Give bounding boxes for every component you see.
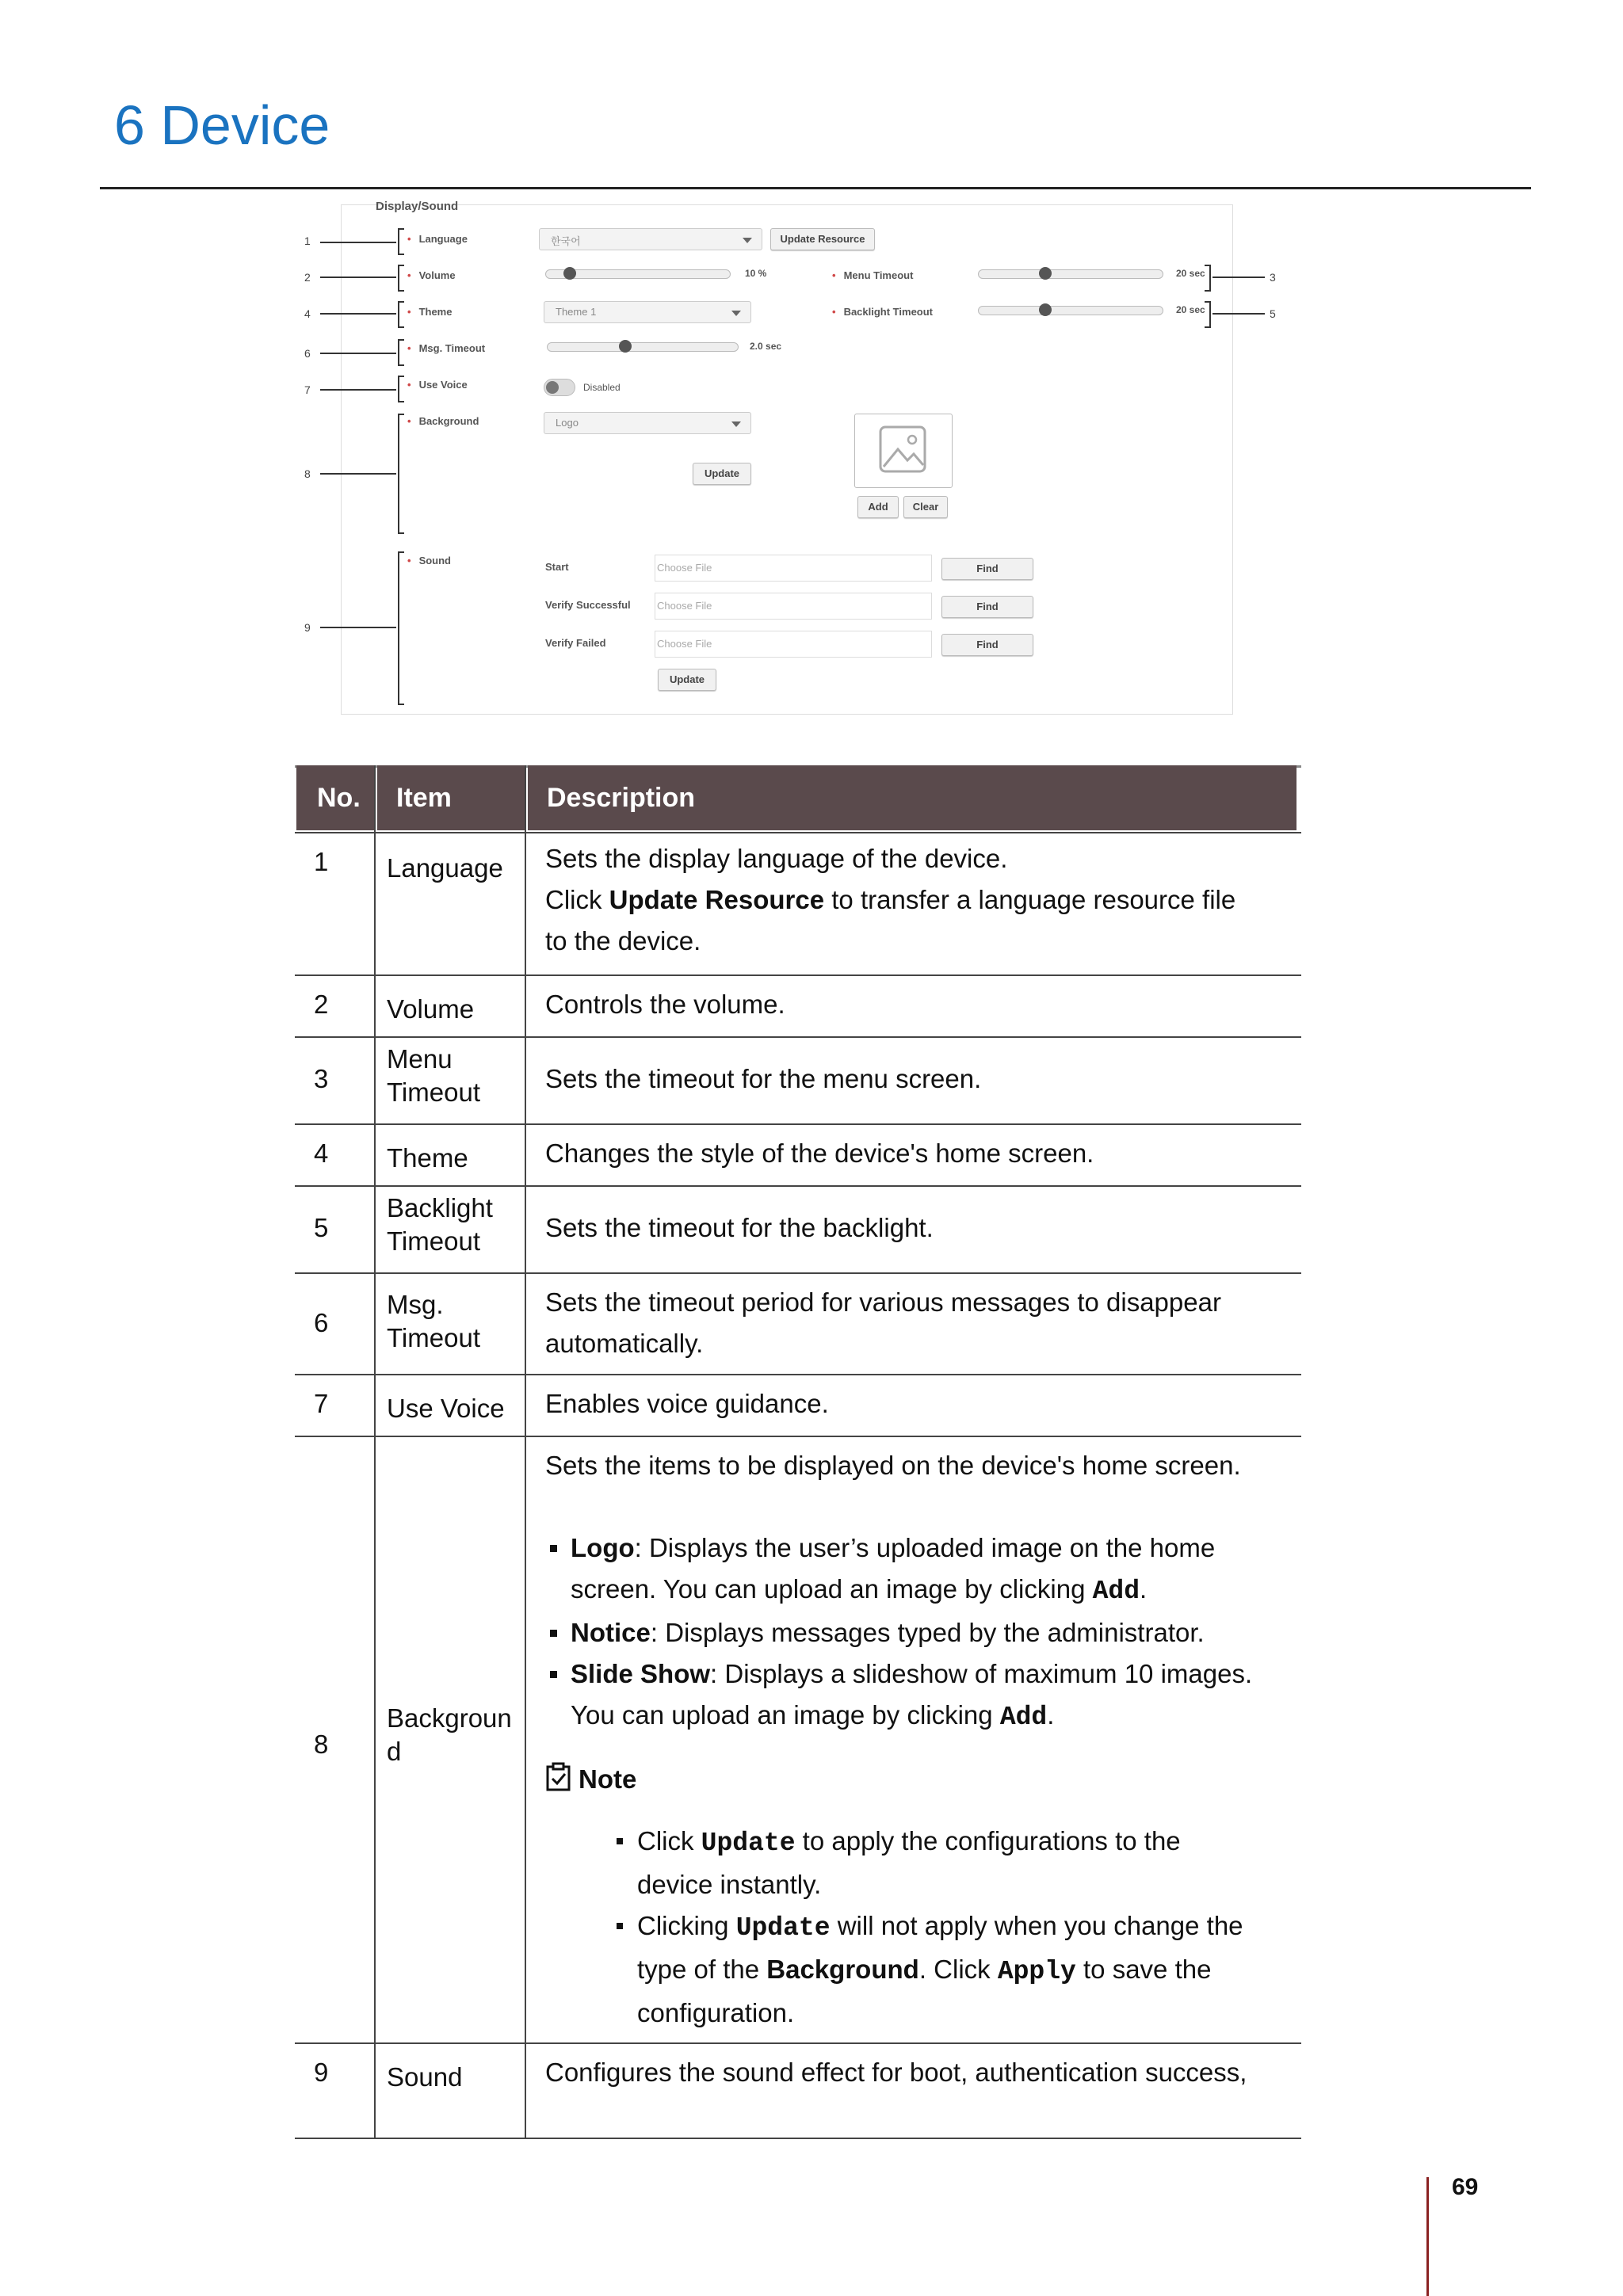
- slider-handle[interactable]: [563, 267, 576, 280]
- description-line: Sets the items to be displayed on the device's home screen.: [545, 1451, 1241, 1480]
- row-6-no: 6: [314, 1308, 329, 1337]
- theme-dropdown[interactable]: [544, 301, 751, 323]
- bracket: [398, 301, 404, 328]
- row-7-description: Enables voice guidance.: [545, 1389, 829, 1418]
- text: : Displays a slideshow of maximum 10 images.: [710, 1659, 1253, 1688]
- row-divider: [295, 1185, 1301, 1187]
- description-line: Sets the display language of the device.: [545, 844, 1008, 873]
- term: Apply: [997, 1957, 1076, 1986]
- row-9-description: Configures the sound effect for boot, authentication success,: [545, 2058, 1247, 2087]
- term: Add: [1092, 1577, 1140, 1606]
- row-5-description: Sets the timeout for the backlight.: [545, 1213, 934, 1242]
- theme-label: • Theme: [407, 306, 452, 318]
- row-3-no: 3: [314, 1064, 329, 1093]
- menu-timeout-label: • Menu Timeout: [832, 269, 913, 281]
- description-line: Sets the timeout period for various messages to disappear: [545, 1287, 1221, 1317]
- row-9-no: 9: [314, 2058, 329, 2087]
- msg-timeout-label: • Msg. Timeout: [407, 342, 485, 354]
- term: Add: [999, 1703, 1048, 1732]
- text: to apply the configurations to the: [795, 1826, 1181, 1855]
- row-2-description: Controls the volume.: [545, 990, 785, 1019]
- chevron-down-icon: [731, 421, 741, 427]
- row-divider: [295, 1036, 1301, 1038]
- text: : Displays the user’s uploaded image on the home: [634, 1533, 1216, 1562]
- bracket: [398, 551, 404, 705]
- theme-value: Theme 1: [556, 306, 597, 318]
- image-placeholder-icon: [855, 414, 952, 487]
- header-no: No.: [296, 765, 374, 830]
- text: configuration.: [637, 1998, 795, 2027]
- row-6-item: [387, 1288, 480, 1355]
- row-2-no: 2: [314, 990, 329, 1019]
- slider-handle[interactable]: [1039, 267, 1052, 280]
- text: will not apply when you change the: [830, 1911, 1243, 1940]
- text: Clicking: [637, 1911, 736, 1940]
- note-list: [545, 1821, 1298, 2034]
- leader-line: [320, 353, 396, 354]
- text: device instantly.: [637, 1870, 822, 1899]
- bracket: [1205, 265, 1211, 292]
- section-title: Display/Sound: [376, 200, 459, 213]
- callout-8: 8: [304, 467, 311, 480]
- item-line: Backgroun: [387, 1703, 512, 1733]
- row-divider: [295, 2138, 1301, 2139]
- text: You can upload an image by clicking: [571, 1700, 1000, 1730]
- row-1-no: 1: [314, 847, 329, 876]
- term: Logo: [571, 1533, 635, 1562]
- backlight-timeout-label: • Backlight Timeout: [832, 306, 933, 318]
- term: Slide Show: [571, 1659, 711, 1688]
- spacer: [545, 1800, 1298, 1821]
- header-description: Description: [528, 765, 1296, 830]
- toggle-knob: [546, 381, 559, 394]
- backlight-timeout-value: 20 sec: [1176, 304, 1205, 315]
- row-4-item: Theme: [387, 1143, 468, 1173]
- background-image-preview: [854, 414, 953, 488]
- leader-line: [320, 473, 396, 475]
- volume-value: 10 %: [745, 268, 767, 279]
- text: type of the: [637, 1955, 767, 1984]
- description-line: [545, 879, 1290, 921]
- row-9-item: Sound: [387, 2062, 463, 2092]
- language-dropdown[interactable]: [539, 228, 762, 250]
- term: Update: [735, 1913, 831, 1943]
- row-6-description: [545, 1282, 1290, 1364]
- background-value: Logo: [556, 417, 579, 429]
- row-1-description: [545, 838, 1290, 962]
- bracket: [398, 414, 404, 534]
- msg-timeout-value: 2.0 sec: [750, 341, 782, 352]
- use-voice-state: Disabled: [583, 382, 621, 393]
- row-3-description: Sets the timeout for the menu screen.: [545, 1064, 982, 1093]
- row-7-no: 7: [314, 1389, 329, 1418]
- row-1-item: Language: [387, 853, 503, 883]
- row-divider: [295, 1374, 1301, 1375]
- sound-verify-successful-file-input[interactable]: Choose File: [655, 593, 932, 620]
- sound-start-label: Start: [545, 561, 569, 573]
- sound-verify-failed-file-input[interactable]: Choose File: [655, 631, 932, 658]
- page-number-rule: [1426, 2177, 1429, 2296]
- callout-3: 3: [1270, 271, 1276, 284]
- text: .: [1140, 1574, 1148, 1604]
- row-divider: [295, 832, 1301, 833]
- title-divider: [100, 187, 1531, 189]
- callout-5: 5: [1270, 307, 1276, 320]
- text: . Click: [918, 1955, 998, 1984]
- row-divider: [295, 1272, 1301, 1274]
- use-voice-toggle[interactable]: [544, 379, 575, 396]
- description-table: [295, 765, 1301, 2161]
- page-title: 6 Device: [114, 94, 330, 156]
- sound-verify-failed-label: Verify Failed: [545, 637, 606, 649]
- sound-update-button[interactable]: Update: [658, 669, 716, 691]
- slider-handle[interactable]: [619, 340, 632, 353]
- callout-6: 6: [304, 347, 311, 360]
- sound-start-file-input[interactable]: Choose File: [655, 555, 932, 582]
- note-clipboard-icon: [545, 1762, 572, 1792]
- leader-line: [320, 242, 396, 243]
- text: Click: [637, 1826, 701, 1855]
- item-line: Menu: [387, 1044, 453, 1074]
- chevron-down-icon: [731, 311, 741, 316]
- msg-timeout-slider[interactable]: [547, 342, 739, 352]
- background-update-button[interactable]: Update: [693, 463, 751, 485]
- sound-verify-successful-label: Verify Successful: [545, 599, 631, 611]
- menu-timeout-slider[interactable]: [978, 269, 1163, 279]
- text: Click: [545, 885, 609, 914]
- volume-label: • Volume: [407, 269, 456, 281]
- backlight-timeout-slider[interactable]: [978, 306, 1163, 315]
- term: Notice: [571, 1618, 651, 1647]
- leader-line: [320, 277, 396, 278]
- callout-4: 4: [304, 307, 311, 320]
- menu-timeout-value: 20 sec: [1176, 268, 1205, 279]
- bracket: [398, 376, 404, 402]
- item-line: Backlight: [387, 1193, 493, 1222]
- column-divider: [374, 765, 376, 2139]
- sound-start-find-button[interactable]: Find: [941, 558, 1033, 580]
- language-label: • Language: [407, 233, 468, 245]
- item-line: Timeout: [387, 1323, 480, 1352]
- row-divider: [295, 1123, 1301, 1125]
- note-title: Note: [579, 1764, 637, 1794]
- leader-line: [1212, 313, 1265, 315]
- bullet-notice: [545, 1612, 1298, 1653]
- callout-1: 1: [304, 235, 311, 247]
- bullet-slide-show: [545, 1653, 1298, 1738]
- volume-slider[interactable]: [545, 269, 731, 279]
- slider-handle[interactable]: [1039, 303, 1052, 316]
- item-line: Timeout: [387, 1226, 480, 1256]
- row-divider: [295, 1436, 1301, 1437]
- text: : Displays messages typed by the administrator.: [650, 1618, 1205, 1647]
- term: Update: [701, 1829, 796, 1858]
- row-7-item: Use Voice: [387, 1394, 505, 1423]
- note-item: [613, 1821, 1298, 1905]
- bracket: [398, 339, 404, 366]
- header-item: Item: [377, 765, 525, 830]
- leader-line: [320, 313, 396, 315]
- sound-verify-failed-find-button[interactable]: Find: [941, 634, 1033, 656]
- use-voice-label: • Use Voice: [407, 379, 468, 391]
- update-resource-button[interactable]: Update Resource: [770, 228, 875, 250]
- row-2-item: Volume: [387, 994, 475, 1024]
- row-8-no: 8: [314, 1730, 329, 1759]
- background-label: • Background: [407, 415, 479, 427]
- description-line: automatically.: [545, 1329, 704, 1358]
- bullet-logo: [545, 1527, 1298, 1612]
- language-value: 한국어: [551, 235, 581, 247]
- row-5-item: [387, 1192, 493, 1258]
- clear-button[interactable]: Clear: [903, 496, 948, 518]
- update-resource-term: Update Resource: [609, 885, 825, 914]
- text: screen. You can upload an image by clicking: [571, 1574, 1093, 1604]
- row-5-no: 5: [314, 1213, 329, 1242]
- item-line: Msg.: [387, 1290, 444, 1319]
- row-8-description: [545, 1445, 1298, 2034]
- note-item: [613, 1905, 1298, 2034]
- column-divider: [525, 765, 526, 2139]
- item-line: d: [387, 1737, 402, 1766]
- note-heading: [545, 1759, 1298, 1800]
- row-4-no: 4: [314, 1138, 329, 1168]
- term: Background: [766, 1955, 919, 1984]
- spacer: [545, 1738, 1298, 1759]
- row-divider: [295, 974, 1301, 976]
- row-4-description: Changes the style of the device's home screen.: [545, 1138, 1094, 1168]
- text: .: [1047, 1700, 1055, 1730]
- callout-9: 9: [304, 621, 311, 634]
- row-8-item: [387, 1702, 512, 1768]
- text: to transfer a language resource file: [824, 885, 1236, 914]
- row-3-item: [387, 1043, 480, 1109]
- bracket: [398, 228, 404, 255]
- item-line: Timeout: [387, 1077, 480, 1107]
- leader-line: [320, 389, 396, 391]
- callout-7: 7: [304, 383, 311, 396]
- leader-line: [320, 627, 396, 628]
- leader-line: [1212, 277, 1265, 278]
- callout-2: 2: [304, 271, 311, 284]
- sound-label: • Sound: [407, 555, 451, 566]
- bracket: [1205, 301, 1211, 328]
- bracket: [398, 265, 404, 292]
- text: to save the: [1075, 1955, 1212, 1984]
- row-divider: [295, 2042, 1301, 2044]
- sound-verify-successful-find-button[interactable]: Find: [941, 596, 1033, 618]
- spacer: [545, 1486, 1298, 1527]
- background-dropdown[interactable]: [544, 412, 751, 434]
- description-line: to the device.: [545, 926, 701, 955]
- chevron-down-icon: [743, 238, 752, 243]
- add-button[interactable]: Add: [857, 496, 899, 518]
- page-number: 69: [1452, 2174, 1479, 2200]
